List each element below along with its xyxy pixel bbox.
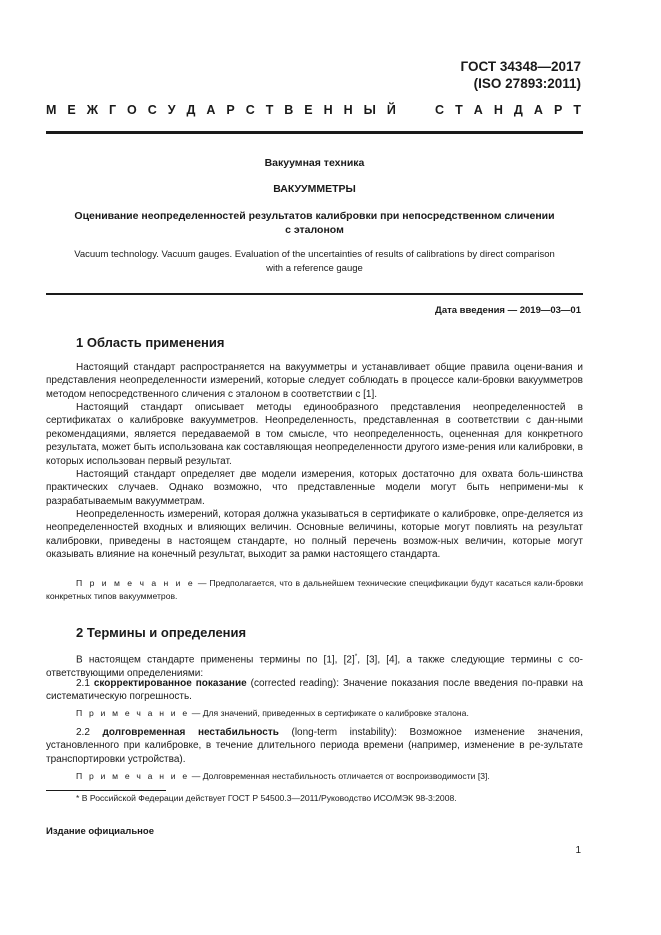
introduction-date: Дата введения — 2019—03—01 bbox=[435, 305, 581, 316]
official-edition-label: Издание официальное bbox=[46, 826, 154, 837]
section-2-heading: 2 Термины и определения bbox=[76, 625, 247, 640]
note-label: П р и м е ч а н и е bbox=[76, 578, 195, 588]
note-label: П р и м е ч а н и е bbox=[76, 771, 190, 781]
page-number: 1 bbox=[575, 845, 581, 856]
banner-letter: Й bbox=[386, 103, 396, 117]
note-label: П р и м е ч а н и е bbox=[76, 708, 190, 718]
banner-letter: Д bbox=[513, 103, 523, 117]
term-definition: (long-term instability): Возможное изменение значения, установленного при калибровке, в течение длительного периода времени (например, изменение в ре-зультате транспортировки устройства). bbox=[46, 727, 583, 765]
banner-letter: А bbox=[533, 103, 543, 117]
banner-letter: Ж bbox=[86, 103, 99, 117]
paragraph: Настоящий стандарт распространяется на вакуумметры и устанавливает общие правила оцени-вания и представления неопределенности измерений, которые следует соблюдать в процессе кали-бровки вакуумметров методом непосредственного сличения с эталоном в соответствии с [1]. bbox=[46, 362, 583, 400]
banner-letter: Т bbox=[573, 103, 581, 117]
banner-letter: У bbox=[167, 103, 176, 117]
text-run: В настоящем стандарте применены термины по [1], [2] bbox=[76, 654, 355, 666]
note-text: — Долговременная нестабильность отличается от воспроизводимости [3]. bbox=[189, 771, 490, 781]
english-title-line: with a reference gauge bbox=[266, 262, 363, 274]
note-text: — Для значений, приведенных в сертификате о калибровке эталона. bbox=[189, 708, 469, 718]
banner-letter: Р bbox=[226, 103, 235, 117]
banner-letter: А bbox=[473, 103, 483, 117]
standard-word bbox=[435, 103, 581, 117]
banner-letter: С bbox=[435, 103, 445, 117]
title-rule bbox=[46, 293, 583, 295]
banner-letter: В bbox=[284, 103, 294, 117]
interstate-word bbox=[46, 103, 396, 117]
english-title-line: Vacuum technology. Vacuum gauges. Evaluation of the uncertainties of results of calibrations by direct comparison bbox=[74, 249, 555, 260]
subtitle bbox=[46, 209, 583, 237]
banner-letter: Г bbox=[108, 103, 117, 117]
banner-letter: Н bbox=[343, 103, 353, 117]
banner-letter: С bbox=[147, 103, 157, 117]
paragraph: Настоящий стандарт определяет две модели измерения, которых достаточно для охвата боль-шинства практических случаев. Однако возможно, что представленные модели могут быть непримени-мы к разрабатываемым вакуумметрам. bbox=[46, 469, 583, 507]
banner-letter: Н bbox=[493, 103, 503, 117]
note-text: — Предполагается, что в дальнейшем технические спецификации будут касаться кали-бровки конкретных типов вакуумметров. bbox=[46, 578, 583, 601]
paragraph: Настоящий стандарт описывает методы единообразного представления неопределенностей в сертификатах о калибровке вакуумметров. Неопределенность, представленная в соответствии с дан-ными рекомендациями, является передаваемой в том смысле, что неопределенность, оцененная для конкретного результата, может быть использована как составляющая неопределенности другого изме-рения или калибровки, в которых использован первый результат. bbox=[46, 402, 583, 467]
term-number: 2.1 bbox=[76, 678, 94, 689]
banner-letter: О bbox=[127, 103, 137, 117]
term-name: скорректированное показание bbox=[93, 678, 247, 689]
section-1-heading: 1 Область применения bbox=[76, 335, 225, 350]
iso-number: (ISO 27893:2011) bbox=[473, 76, 581, 91]
banner-letter: Е bbox=[304, 103, 313, 117]
banner-letter: Р bbox=[553, 103, 563, 117]
term-definition: (corrected reading): Значение показания после введения по-правки на систематическую погрешность. bbox=[46, 678, 583, 703]
banner-letter: Е bbox=[67, 103, 76, 117]
banner-letter: Д bbox=[186, 103, 196, 117]
paragraph: Неопределенность измерений, которая должна указываться в сертификате о калибровке, опре-деляется из неопределенностей входных и влияющих величин. Основные величины, которые могут повлиять на результат калибровки, приведены в настоящем стандарте, но полный перечень возмож-ных величин, которые могут оказывать влияние на конечный результат, выходит за рамки настоящего стандарта. bbox=[46, 509, 583, 561]
banner-letter: А bbox=[206, 103, 216, 117]
subtitle-line: Оценивание неопределенностей результатов калибровки при непосредственном сличении bbox=[74, 210, 555, 222]
term-2-1 bbox=[46, 677, 583, 704]
text-run: , [3], [4], а также следующие термины с со-ответствующими определениями: bbox=[46, 654, 583, 679]
note bbox=[46, 707, 583, 720]
term-2-2 bbox=[46, 726, 583, 766]
banner-letter: С bbox=[245, 103, 255, 117]
term-number: 2.2 bbox=[76, 727, 103, 738]
footnote: * В Российской Федерации действует ГОСТ Р 54500.3—2011/Руководство ИСО/МЭК 98-3:2008. bbox=[76, 793, 457, 803]
gost-number: ГОСТ 34348—2017 bbox=[460, 59, 581, 74]
note bbox=[46, 770, 583, 783]
note bbox=[46, 577, 583, 602]
top-rule bbox=[46, 131, 583, 134]
paragraph bbox=[46, 650, 583, 680]
banner-letter: Т bbox=[265, 103, 274, 117]
main-title: ВАКУУММЕТРЫ bbox=[273, 183, 356, 195]
banner-letter: М bbox=[46, 103, 57, 117]
category-title: Вакуумная техника bbox=[264, 157, 365, 169]
english-title bbox=[46, 248, 583, 275]
banner-letter: Ы bbox=[363, 103, 376, 117]
footnote-marker: * bbox=[354, 653, 358, 660]
footnote-rule bbox=[46, 790, 166, 791]
gost-designation bbox=[461, 58, 581, 92]
banner-letter: Н bbox=[323, 103, 333, 117]
subtitle-line: с эталоном bbox=[285, 224, 344, 236]
interstate-standard-banner bbox=[46, 103, 581, 117]
term-name: долговременная нестабильность bbox=[102, 727, 279, 738]
banner-letter: Т bbox=[455, 103, 463, 117]
